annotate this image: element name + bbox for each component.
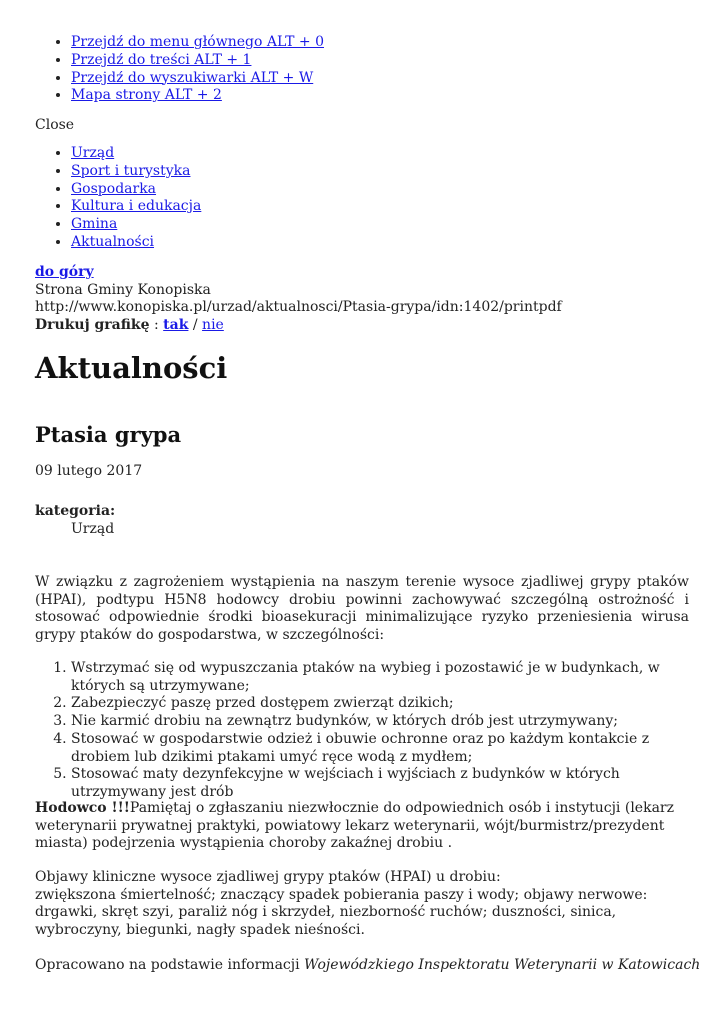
skip-link-item	[71, 87, 324, 105]
symptoms	[35, 869, 685, 940]
symptoms-text: zwiększona śmiertelność; znaczący spadek pobierania paszy i wody; objawy nerwowe: drgawki, skręt szyi, paraliż nóg i skrzydeł, niezborność ruchów; duszności, sinica, wybroczyny, biegunki, nagły spadek nieśności.	[35, 886, 648, 939]
list-item: 5. Stosować maty dezynfekcyjne w wejściach i wyjściach z budynków w których utrzymywany jest drób	[71, 766, 725, 801]
section-title: Aktualności	[35, 351, 228, 385]
source-name: Wojewódzkiego Inspektoratu Weterynarii w Katowicach	[304, 957, 701, 973]
print-separator: :	[149, 317, 164, 333]
print-slash: /	[188, 317, 203, 333]
skip-to-menu-link[interactable]: Przejdź do menu głównego ALT + 0	[71, 34, 324, 50]
nav-link-gmina[interactable]: Gmina	[71, 216, 118, 233]
nav-link-sport[interactable]: Sport i turystyka	[71, 162, 191, 179]
page-url: http://www.konopiska.pl/urzad/aktualnosci/Ptasia-grypa/idn:1402/printpdf	[35, 299, 562, 315]
list-item: 1. Wstrzymać się od wypuszczania ptaków na wybieg i pozostawić je w budynkach, w których są utrzymywane;	[71, 660, 725, 695]
print-yes-link[interactable]: tak	[163, 317, 189, 333]
breeder-warning	[35, 800, 675, 853]
nav-link-urzad[interactable]: Urząd	[71, 145, 115, 161]
warning-bold: Hodowco !!!	[35, 800, 130, 816]
article-intro: W związku z zagrożeniem wystąpienia na naszym terenie wysoce zjadliwej grypy ptaków (HPAI), podtypu H5N8 hodowcy drobiu powinni zachowywać szczególną ostrożność i stosować odpowiednie środki bioasekuracji minimalizujące ryzyko przeniesienia wirusa grypy ptaków do gospodarstwa, w szczególności:	[35, 574, 689, 644]
nav-item	[71, 181, 201, 199]
source-prefix: Opracowano na podstawie informacji	[35, 957, 305, 973]
skip-link-item	[71, 70, 324, 88]
source-note	[35, 956, 700, 974]
back-to-top	[35, 263, 94, 281]
nav-item	[71, 163, 201, 181]
nav-item	[71, 234, 201, 252]
nav-link-kultura[interactable]: Kultura i edukacja	[71, 198, 202, 215]
article-date: 09 lutego 2017	[35, 463, 143, 479]
list-item: 4. Stosować w gospodarstwie odzież i obuwie ochronne oraz po każdym kontakcie z drobiem lub dzikimi ptakami umyć ręce wodą z mydłem;	[71, 731, 725, 766]
category-value: Urząd	[71, 521, 115, 537]
back-to-top-link[interactable]: do góry	[35, 264, 94, 280]
nav-link-gospodarka[interactable]: Gospodarka	[71, 180, 157, 197]
category-label: kategoria:	[35, 503, 116, 519]
skip-links	[0, 34, 324, 105]
warning-text: Pamiętaj o zgłaszaniu niezwłocznie do odpowiednich osób i instytucji (lekarz weterynarii prywatnej praktyki, powiatowy lekarz weterynarii, wójt/burmistrz/prezydent miasta) podejrzenia wystąpienia choroby zakaźnej drobiu .	[35, 800, 674, 852]
print-no-link[interactable]: nie	[202, 317, 224, 333]
skip-to-content-link[interactable]: Przejdź do treści ALT + 1	[71, 51, 252, 68]
skip-link-item	[71, 34, 324, 52]
list-item: 2. Zabezpieczyć paszę przed dostępem zwierząt dzikich;	[71, 695, 725, 713]
nav-item	[71, 145, 201, 163]
skip-link-item	[71, 52, 324, 70]
list-item: 3. Nie karmić drobiu na zewnątrz budynków, w których drób jest utrzymywany;	[71, 713, 725, 731]
skip-to-search-link[interactable]: Przejdź do wyszukiwarki ALT + W	[71, 69, 314, 86]
print-graphics	[35, 316, 224, 334]
nav-item	[71, 216, 201, 234]
article-title: Ptasia grypa	[35, 422, 182, 447]
site-name: Strona Gminy Konopiska	[35, 282, 211, 298]
nav-item	[71, 198, 201, 216]
close-button[interactable]: Close	[35, 117, 75, 133]
recommendations-list	[0, 660, 725, 802]
print-graphics-label: Drukuj grafikę	[35, 317, 150, 333]
symptoms-heading: Objawy kliniczne wysoce zjadliwej grypy ptaków (HPAI) u drobiu:	[35, 869, 501, 885]
main-nav	[0, 145, 201, 252]
sitemap-link[interactable]: Mapa strony ALT + 2	[71, 87, 222, 104]
nav-link-aktualnosci[interactable]: Aktualności	[71, 233, 155, 250]
